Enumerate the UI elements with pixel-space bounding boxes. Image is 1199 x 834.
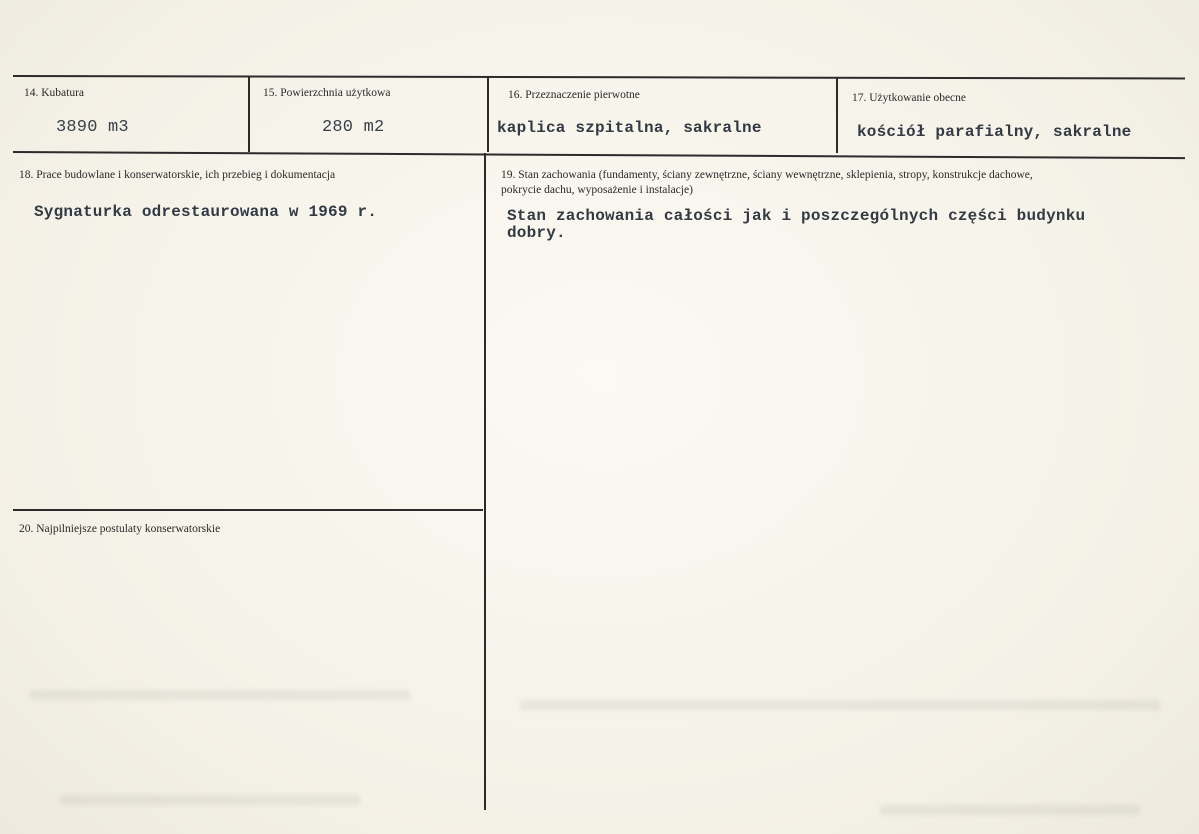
divider-15-16	[487, 77, 489, 152]
field-19-label: 19. Stan zachowania (fundamenty, ściany zewnętrzne, ściany wewnętrzne, sklepienia, stropy, konstrukcje dachowe, pokrycie dachu, wyposażenie i instalacje)	[501, 169, 1033, 196]
paper-show-through	[30, 690, 410, 700]
row1-bottom-border	[13, 151, 1185, 159]
field-17-label: 17. Użytkowanie obecne	[852, 92, 967, 104]
paper-show-through	[880, 805, 1140, 815]
field-20-label: 20. Najpilniejsze postulaty konserwatorskie	[19, 523, 221, 535]
field-19-value: Stan zachowania całości jak i poszczególnych części budynku dobry.	[507, 207, 1086, 242]
field-15-value: 280 m2	[322, 118, 385, 137]
field-14-label: 14. Kubatura	[24, 87, 85, 99]
divider-left-right	[484, 153, 486, 810]
field-14-value: 3890 m3	[56, 118, 129, 137]
divider-14-15	[248, 76, 250, 152]
top-border	[13, 75, 1185, 79]
paper-show-through	[60, 795, 360, 805]
field-15-label: 15. Powierzchnia użytkowa	[263, 87, 391, 99]
field-18-value: Sygnaturka odrestaurowana w 1969 r.	[34, 203, 378, 221]
field-16-label: 16. Przeznaczenie pierwotne	[508, 89, 640, 101]
paper-show-through	[520, 700, 1160, 710]
divider-18-20	[13, 509, 483, 511]
field-16-value: kaplica szpitalna, sakralne	[497, 119, 762, 137]
field-18-label: 18. Prace budowlane i konserwatorskie, ich przebieg i dokumentacja	[19, 169, 336, 181]
divider-16-17	[836, 78, 838, 153]
field-17-value: kościół parafialny, sakralne	[857, 123, 1132, 141]
